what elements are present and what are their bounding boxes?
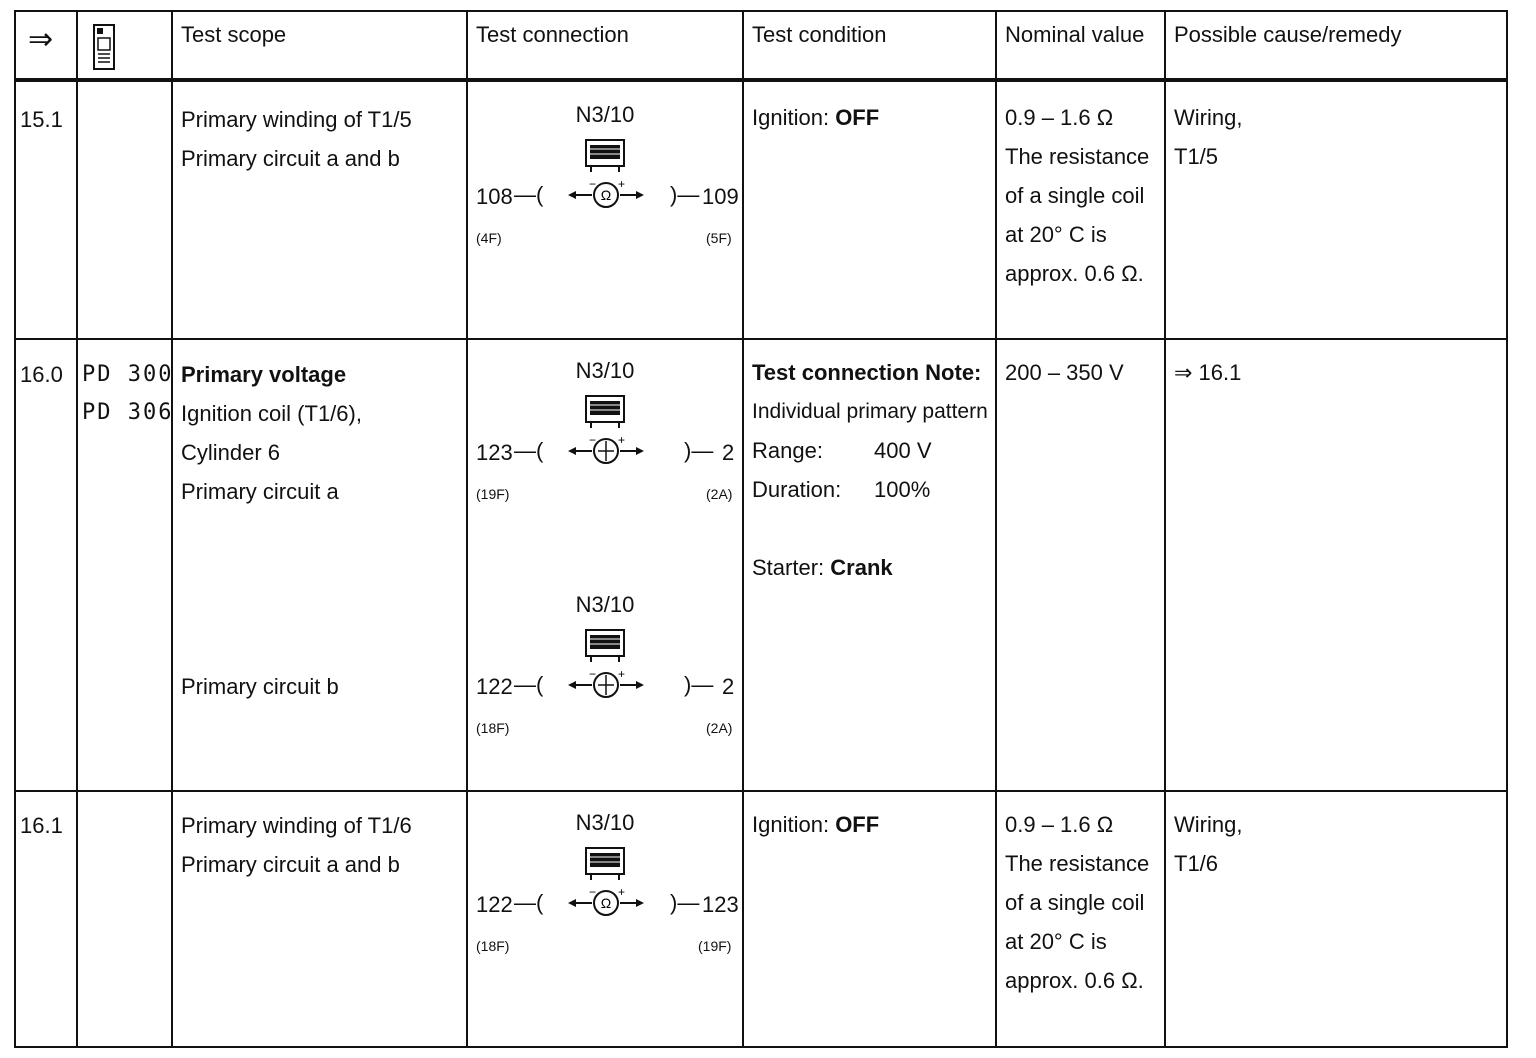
ecu-connector-icon	[585, 394, 625, 430]
table-top-border	[14, 10, 1508, 12]
header-test-connection: Test connection	[476, 22, 629, 47]
right-pin: 2	[722, 440, 735, 465]
row-divider	[14, 338, 1508, 340]
test-connection-diagram	[470, 102, 740, 246]
test-condition: Test connection Note: Individual primary pattern Range: 400 V Duration: 100% Starter: Crank	[752, 360, 988, 580]
right-plug: )—	[670, 890, 700, 915]
test-condition: Ignition: OFF	[752, 105, 880, 130]
left-plug: —(	[514, 182, 544, 207]
oscilloscope-icon	[566, 434, 646, 468]
left-pin-sub: (19F)	[476, 486, 510, 502]
svg-text:−: −	[589, 668, 597, 681]
right-pin-sub: (19F)	[698, 938, 732, 954]
nominal-value: 200 – 350 V	[1005, 360, 1124, 385]
test-scope: Primary voltage Ignition coil (T1/6), Cylinder 6 Primary circuit a	[181, 362, 362, 504]
right-plug: )—	[670, 182, 700, 207]
row-divider	[14, 790, 1508, 792]
left-pin-sub: (4F)	[476, 230, 502, 246]
meter-symbol: Ω	[600, 187, 612, 203]
header-nominal-value: Nominal value	[1005, 22, 1145, 47]
header-arrow: ⇒	[28, 23, 54, 56]
left-pin: 122	[476, 674, 513, 699]
svg-text:+: +	[618, 886, 626, 899]
test-scope: Primary winding of T1/6 Primary circuit a and b	[181, 813, 412, 877]
nominal-value: 0.9 – 1.6 Ω The resistance of a single coil at 20° C is approx. 0.6 Ω.	[1005, 812, 1150, 993]
possible-cause: ⇒ 16.1	[1174, 360, 1242, 385]
pcode: PD 300	[82, 362, 174, 387]
right-pin: 109	[702, 184, 739, 209]
device-label: N3/10	[575, 592, 635, 617]
test-connection-diagram	[470, 358, 740, 502]
header-test-condition: Test condition	[752, 22, 887, 47]
device-label: N3/10	[575, 358, 635, 383]
column-divider	[76, 10, 78, 1048]
device-label: N3/10	[575, 810, 635, 835]
right-plug: )—	[684, 438, 714, 463]
left-pin: 122	[476, 892, 513, 917]
ohmmeter-icon	[566, 178, 646, 212]
svg-text:+: +	[618, 178, 626, 191]
column-divider	[1164, 10, 1166, 1048]
column-divider	[14, 10, 16, 1048]
header-divider	[14, 78, 1508, 82]
svg-text:+: +	[618, 668, 626, 681]
column-divider	[466, 10, 468, 1048]
step-number: 16.1	[20, 813, 63, 838]
meter-symbol: Ω	[600, 895, 612, 911]
test-scope: Primary winding of T1/5 Primary circuit a and b	[181, 107, 412, 171]
right-plug: )—	[684, 672, 714, 697]
right-pin: 2	[722, 674, 735, 699]
right-pin-sub: (2A)	[706, 720, 733, 736]
test-condition: Ignition: OFF	[752, 812, 880, 837]
svg-text:+: +	[618, 434, 626, 447]
device-label: N3/10	[575, 102, 635, 127]
left-pin-sub: (18F)	[476, 720, 510, 736]
right-pin-sub: (2A)	[706, 486, 733, 502]
column-divider	[995, 10, 997, 1048]
left-pin-sub: (18F)	[476, 938, 510, 954]
ecu-connector-icon	[585, 628, 625, 664]
svg-text:−: −	[589, 886, 597, 899]
header-test-scope: Test scope	[181, 22, 287, 47]
left-pin: 108	[476, 184, 513, 209]
pcode: PD 306	[82, 400, 174, 425]
right-pin-sub: (5F)	[706, 230, 732, 246]
oscilloscope-icon	[566, 668, 646, 702]
step-number: 16.0	[20, 362, 63, 387]
column-divider	[1506, 10, 1508, 1048]
test-connection-diagram	[470, 810, 740, 954]
left-plug: —(	[514, 672, 544, 697]
ecu-connector-icon	[585, 846, 625, 882]
left-plug: —(	[514, 890, 544, 915]
possible-cause: Wiring, T1/5	[1174, 105, 1243, 169]
right-pin: 123	[702, 892, 739, 917]
svg-text:−: −	[589, 434, 597, 447]
step-number: 15.1	[20, 107, 63, 132]
left-pin: 123	[476, 440, 513, 465]
test-connection-diagram	[470, 592, 740, 736]
left-plug: —(	[514, 438, 544, 463]
svg-text:−: −	[589, 178, 597, 191]
tester-icon	[93, 24, 115, 75]
column-divider	[742, 10, 744, 1048]
table-bottom-border	[14, 1046, 1508, 1048]
nominal-value: 0.9 – 1.6 Ω The resistance of a single coil at 20° C is approx. 0.6 Ω.	[1005, 105, 1150, 286]
header-possible-cause: Possible cause/remedy	[1174, 22, 1402, 47]
possible-cause: Wiring, T1/6	[1174, 812, 1243, 876]
test-scope-b: Primary circuit b	[181, 674, 339, 699]
ecu-connector-icon	[585, 138, 625, 174]
ohmmeter-icon	[566, 886, 646, 920]
column-divider	[171, 10, 173, 1048]
